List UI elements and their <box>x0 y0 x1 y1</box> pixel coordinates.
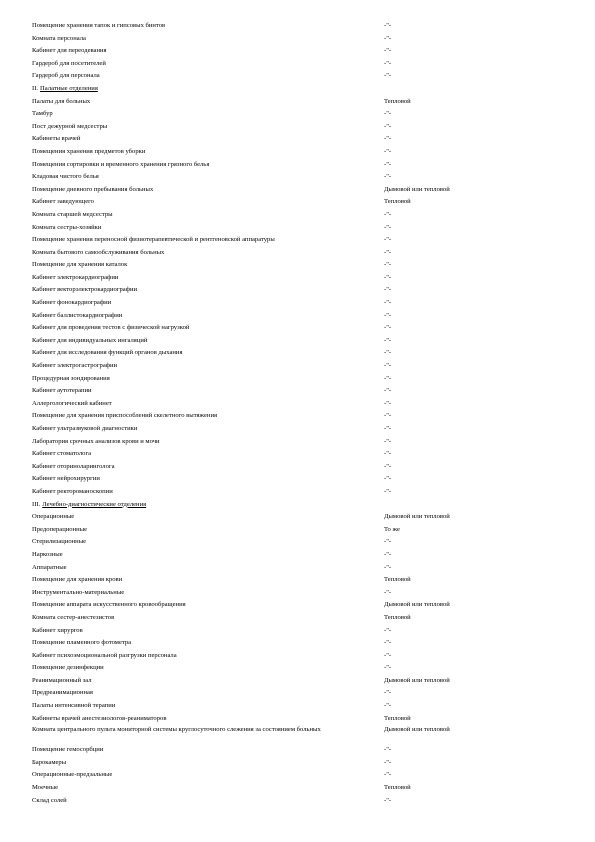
table-row <box>32 436 572 449</box>
detector-type: -"- <box>384 425 392 432</box>
detector-type: -"- <box>384 758 392 766</box>
detector-type: Дымовой или тепловой <box>384 601 450 609</box>
detector-type: -"- <box>384 563 392 571</box>
table-row <box>32 410 572 423</box>
section-number: III. <box>32 500 41 508</box>
room-name: Процедурная зондирования <box>32 374 110 382</box>
detector-type: -"- <box>384 248 392 256</box>
detector-type: -"- <box>384 299 392 307</box>
detector-type: Тепловой <box>384 613 411 621</box>
detector-type: -"- <box>384 147 392 155</box>
room-name: Помещение аппарата искусственного кровообращения <box>32 601 186 609</box>
table-row <box>32 625 572 638</box>
table-row <box>32 687 572 700</box>
detector-type: -"- <box>384 72 392 80</box>
room-name: Комната центрального пульта мониторной системы круглосуточного слежения за состоянием больных <box>32 726 321 734</box>
table-row <box>32 675 572 688</box>
detector-type: -"- <box>384 538 392 546</box>
detector-type: -"- <box>384 374 392 382</box>
room-name: Кладовая чистого белья <box>32 173 99 181</box>
table-row <box>32 360 572 373</box>
table-row <box>32 209 572 222</box>
room-name: Помещение хранения тапок и гипсовых бинтов <box>32 22 166 29</box>
room-name: Операционные <box>32 513 75 521</box>
table-row <box>32 108 572 121</box>
table-row <box>32 335 572 348</box>
table-row <box>32 574 572 587</box>
room-name: Кабинет нейрохирургии <box>32 475 100 483</box>
room-name: Моечные <box>32 784 59 792</box>
detector-type: Дымовой или тепловой <box>384 185 450 193</box>
table-row <box>32 650 572 663</box>
room-name: Кабинет баллистокардиографии <box>32 311 123 319</box>
table-row <box>32 184 572 197</box>
room-name: Помещения сортировки и временного хранения грязного белья <box>32 160 210 168</box>
detector-type: -"- <box>384 399 392 407</box>
section-title <box>32 83 384 96</box>
table-row <box>32 171 572 184</box>
detector-type: -"- <box>384 324 392 332</box>
room-name: Кабинет стоматолога <box>32 450 92 458</box>
room-name: Кабинет для переодевания <box>32 47 107 55</box>
room-name: Комната сестры-хозяйки <box>32 223 102 231</box>
room-name: Комната бытового самообслуживания больных <box>32 248 165 256</box>
room-name: Лаборатория срочных анализов крови и мочи <box>32 437 160 445</box>
detector-type: Тепловой <box>384 97 411 105</box>
table-row <box>32 234 572 247</box>
detector-type: Дымовой или тепловой <box>384 513 450 521</box>
room-name: Склад солей <box>32 796 67 804</box>
detector-type: -"- <box>384 336 392 344</box>
detector-type: -"- <box>384 47 392 55</box>
table-row <box>32 448 572 461</box>
detector-type: Тепловой <box>384 198 411 206</box>
table-row <box>32 70 572 83</box>
table-row <box>32 795 572 808</box>
table-row <box>32 511 572 524</box>
detector-type: -"- <box>384 689 392 697</box>
room-name: Кабинеты врачей <box>32 135 81 143</box>
room-name: Наркозные <box>32 550 63 558</box>
room-name: Кабинет аутотерапии <box>32 387 92 395</box>
detector-type: -"- <box>384 173 392 181</box>
detector-type: -"- <box>384 110 392 118</box>
table-row <box>32 222 572 235</box>
table-row <box>32 272 572 285</box>
table-row <box>32 637 572 650</box>
table-row <box>32 196 572 209</box>
detector-type: То же <box>384 525 400 533</box>
detector-type: -"- <box>384 771 392 779</box>
room-name: Кабинет хирургов <box>32 626 83 634</box>
room-name: Помещение дезинфекции <box>32 664 104 672</box>
table-row <box>32 33 572 46</box>
detector-type: -"- <box>384 450 392 458</box>
detector-type <box>384 499 572 512</box>
room-name: Помещение для хранения каталок <box>32 261 128 269</box>
table-row <box>32 259 572 272</box>
detector-type: -"- <box>384 22 392 29</box>
table-row <box>32 524 572 537</box>
detector-type: -"- <box>384 311 392 319</box>
section-title-text: Палатные отделения <box>40 84 98 92</box>
detector-type: -"- <box>384 160 392 168</box>
room-name: Помещение для хранения приспособлений скелетного вытяжения <box>32 412 218 420</box>
table-row <box>32 725 572 744</box>
section-number: II. <box>32 84 39 92</box>
room-name: Аппаратные <box>32 563 67 571</box>
room-name: Кабинет ректороманоскопии <box>32 487 113 495</box>
detector-type: -"- <box>384 273 392 281</box>
detector-type: -"- <box>384 437 392 445</box>
detector-type <box>384 83 572 96</box>
room-name: Комната сестер-анестезистов <box>32 613 115 621</box>
room-name: Кабинет ультразвуковой диагностики <box>32 425 138 432</box>
room-name: Помещение дневного пребывания больных <box>32 185 154 193</box>
table-row <box>32 782 572 795</box>
table-row <box>32 133 572 146</box>
room-name: Предреанимационная <box>32 689 93 697</box>
room-name: Кабинет электрокардиографии <box>32 273 119 281</box>
detector-type: -"- <box>384 651 392 659</box>
table-row <box>32 58 572 71</box>
table-row <box>32 322 572 335</box>
table-row <box>32 486 572 499</box>
table-row <box>32 247 572 260</box>
table-row <box>32 297 572 310</box>
room-name: Помещение пламенного фотометра <box>32 639 132 647</box>
detector-type: -"- <box>384 626 392 634</box>
room-name: Кабинет заведующего <box>32 198 94 206</box>
detector-type: Тепловой <box>384 576 411 584</box>
table-row <box>32 461 572 474</box>
table-row <box>32 423 572 436</box>
room-name: Кабинет для проведения тестов с физической нагрузкой <box>32 324 190 332</box>
table-row <box>32 146 572 159</box>
room-name: Кабинет для индивидуальных ингаляций <box>32 336 148 344</box>
section-heading-row <box>32 499 572 512</box>
room-name: Кабинет электрогастрографии <box>32 362 118 370</box>
room-name: Помещение хранения переносной физиотерапевтической и рентгеновской аппаратуры <box>32 236 275 244</box>
room-name: Кабинет фонокардиографии <box>32 299 112 307</box>
detector-type: -"- <box>384 664 392 672</box>
table-row <box>32 549 572 562</box>
room-name: Пост дежурной медсестры <box>32 122 108 130</box>
section-heading-row <box>32 83 572 96</box>
room-name: Кабинет оториноларинголога <box>32 462 115 470</box>
section-title <box>32 499 384 512</box>
detector-type: -"- <box>384 286 392 294</box>
room-name: Кабинет для исследования функций органов дыхания <box>32 349 183 357</box>
table-row <box>32 159 572 172</box>
detector-type: -"- <box>384 475 392 483</box>
detector-type: -"- <box>384 639 392 647</box>
table-row <box>32 744 572 757</box>
room-name: Кабинет векторэлектрокардиографии <box>32 286 138 294</box>
detector-type: -"- <box>384 210 392 218</box>
table-row <box>32 599 572 612</box>
table-row <box>32 96 572 109</box>
detector-type: -"- <box>384 796 392 804</box>
detector-type: -"- <box>384 122 392 130</box>
room-detector-table <box>32 20 572 807</box>
room-name: Кабинет психоэмоциональной разгрузки персонала <box>32 651 177 659</box>
room-name: Палаты интенсивной терапии <box>32 702 116 710</box>
detector-type: -"- <box>384 223 392 231</box>
detector-type: -"- <box>384 462 392 470</box>
room-name: Гардероб для персонала <box>32 72 100 80</box>
room-name: Стерилизационные <box>32 538 87 546</box>
section-title-text: Лечебно-диагностические отделения <box>42 500 147 508</box>
detector-type: -"- <box>384 362 392 370</box>
detector-type: -"- <box>384 236 392 244</box>
detector-type: -"- <box>384 59 392 67</box>
table-row <box>32 121 572 134</box>
table-row <box>32 347 572 360</box>
room-name: Помещение гемосорбции <box>32 746 104 754</box>
table-row <box>32 473 572 486</box>
table-row <box>32 757 572 770</box>
room-name: Комната персонала <box>32 34 86 42</box>
table-row <box>32 20 572 33</box>
room-name: Комната старшей медсестры <box>32 210 113 218</box>
room-name: Инструментально-материальные <box>32 588 125 596</box>
detector-type: Дымовой или тепловой <box>384 726 450 734</box>
table-row <box>32 373 572 386</box>
room-name: Помещение для хранения крови <box>32 576 123 584</box>
detector-type: -"- <box>384 135 392 143</box>
table-row <box>32 284 572 297</box>
detector-type: Тепловой <box>384 714 411 722</box>
room-name: Аллергологический кабинет <box>32 399 112 407</box>
detector-type: -"- <box>384 412 392 420</box>
table-row <box>32 385 572 398</box>
detector-type: Тепловой <box>384 784 411 792</box>
detector-type: -"- <box>384 702 392 710</box>
table-row <box>32 562 572 575</box>
detector-type: -"- <box>384 487 392 495</box>
detector-type: -"- <box>384 349 392 357</box>
detector-type: -"- <box>384 387 392 395</box>
room-name: Помещения хранения предметов уборки <box>32 147 146 155</box>
table-row <box>32 662 572 675</box>
detector-type: -"- <box>384 550 392 558</box>
room-name: Палаты для больных <box>32 97 91 105</box>
table-row <box>32 713 572 726</box>
room-name: Реанимационный зал <box>32 676 92 684</box>
room-name: Операционные-предзальные <box>32 771 113 779</box>
table-row <box>32 398 572 411</box>
room-name: Барокамеры <box>32 758 67 766</box>
table-row <box>32 536 572 549</box>
room-name: Тамбур <box>32 110 53 118</box>
table-row <box>32 45 572 58</box>
table-row <box>32 587 572 600</box>
detector-type: -"- <box>384 261 392 269</box>
detector-type: -"- <box>384 34 392 42</box>
detector-type: -"- <box>384 746 392 754</box>
room-name: Гардероб для посетителей <box>32 59 106 67</box>
table-row <box>32 769 572 782</box>
room-name: Кабинеты врачей анестезиологов-реаниматоров <box>32 714 167 722</box>
detector-type: -"- <box>384 588 392 596</box>
table-row <box>32 700 572 713</box>
table-row <box>32 310 572 323</box>
table-row <box>32 612 572 625</box>
detector-type: Дымовой или тепловой <box>384 676 450 684</box>
room-name: Предоперационные <box>32 525 87 533</box>
